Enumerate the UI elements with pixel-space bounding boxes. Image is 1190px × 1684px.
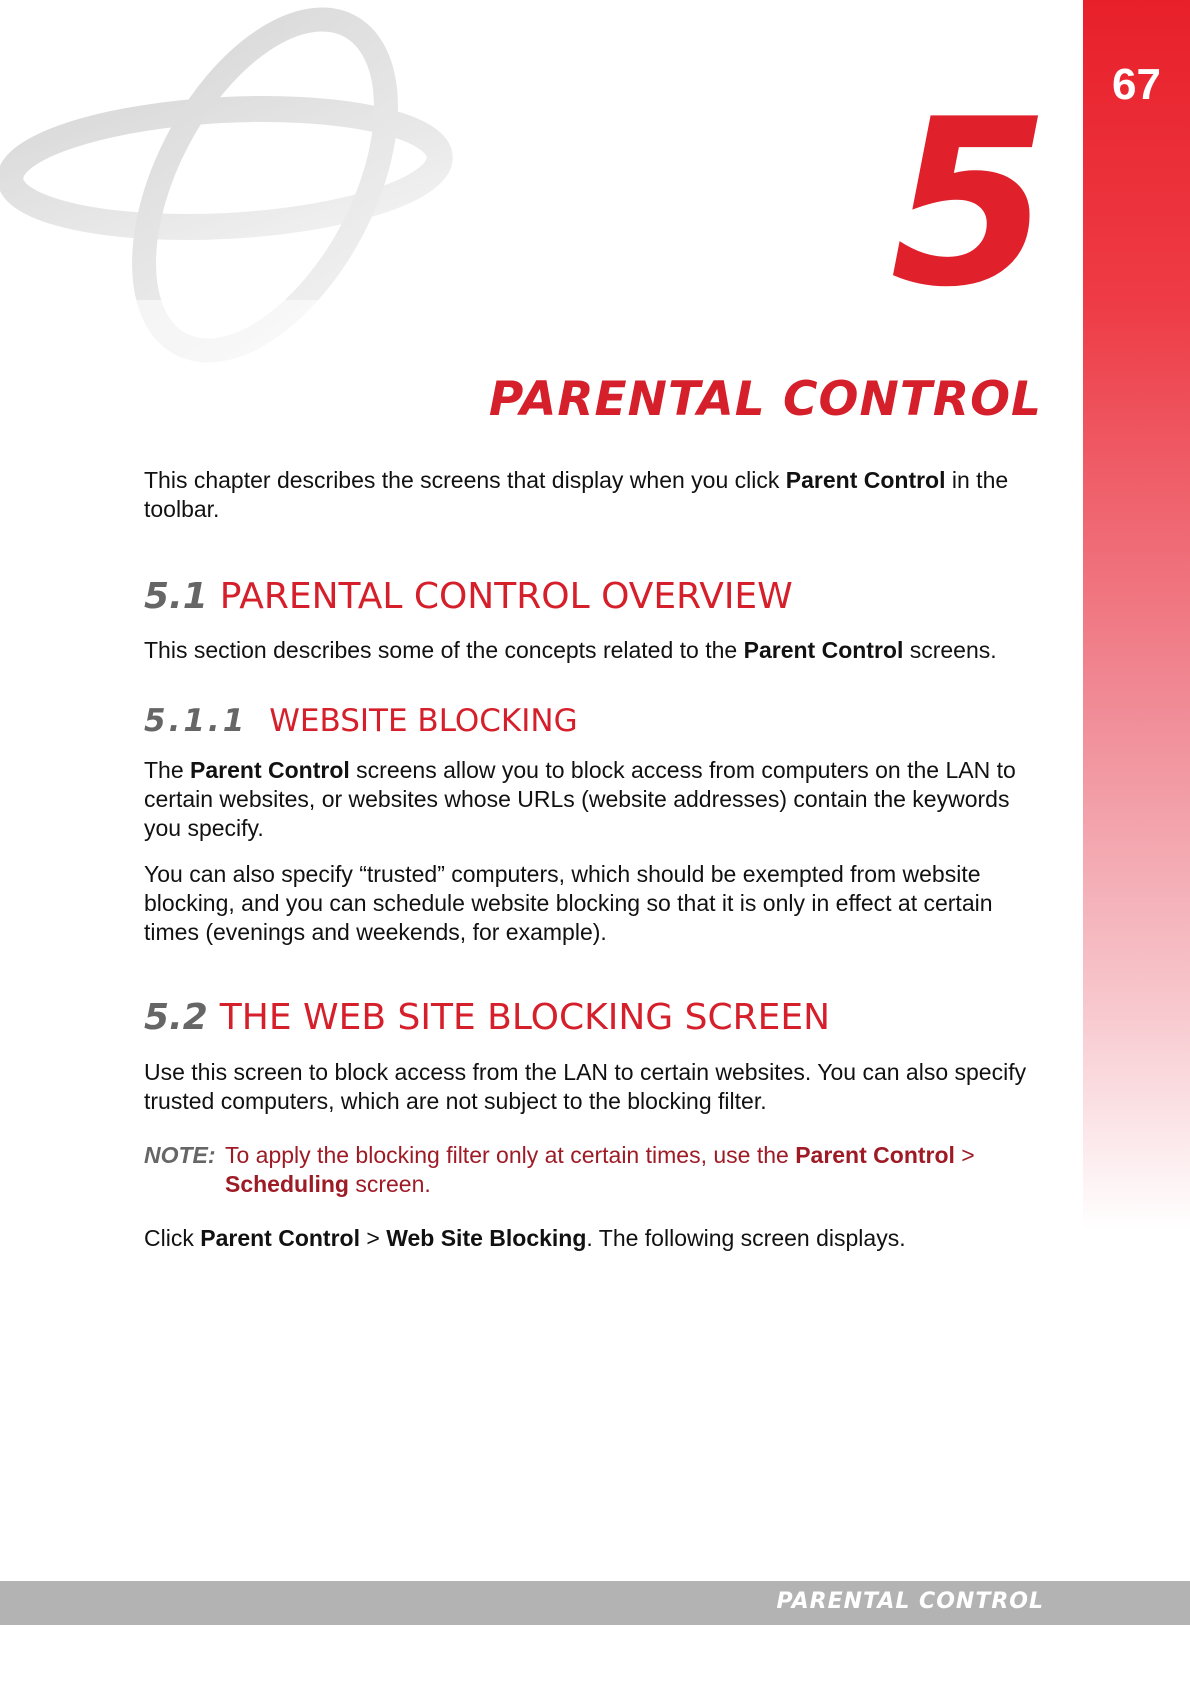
section-number: 5.1 — [144, 576, 208, 617]
website-blocking-paragraph-1: The Parent Control screens allow you to block access from computers on the LAN to certain websites, or websites whose URLs (website addresses) contain the keywords you specify. — [144, 757, 1016, 841]
footer-title: PARENTAL CONTROL — [776, 1589, 1044, 1614]
note-label: NOTE: — [144, 1142, 216, 1168]
intro-paragraph: This chapter describes the screens that display when you click Parent Control in the toolbar. — [144, 467, 1009, 522]
section-number: 5.2 — [144, 997, 208, 1038]
section-title: PARENTAL CONTROL OVERVIEW — [219, 576, 793, 617]
chapter-title: PARENTAL CONTROL — [488, 372, 1042, 427]
section-heading-5-1 — [144, 576, 793, 617]
click-instruction-paragraph: Click Parent Control > Web Site Blocking. The following screen displays. — [144, 1225, 906, 1251]
section-heading-5-2 — [144, 997, 830, 1038]
subsection-title: WEBSITE BLOCKING — [269, 703, 578, 739]
subsection-number: 5.1.1 — [144, 703, 248, 739]
website-blocking-paragraph-2: You can also specify “trusted” computers, which should be exempted from website blocking, and you can schedule website blocking so that it is only in effect at certain times (evenings and weekends, for example). — [144, 861, 993, 945]
note-block — [144, 1141, 1044, 1199]
overview-paragraph: This section describes some of the concepts related to the Parent Control screens. — [144, 637, 997, 663]
subsection-heading-5-1-1 — [144, 703, 578, 739]
orbit-logo-icon — [0, 0, 460, 380]
side-color-band — [1083, 0, 1190, 1684]
note-text: To apply the blocking filter only at certain times, use the Parent Control > Scheduling screen. — [225, 1142, 975, 1197]
section-title: THE WEB SITE BLOCKING SCREEN — [219, 997, 831, 1038]
chapter-number: 5 — [889, 71, 1050, 338]
page-number: 67 — [1112, 60, 1161, 109]
screen-intro-paragraph: Use this screen to block access from the LAN to certain websites. You can also specify trusted computers, which are not subject to the blocking filter. — [144, 1059, 1027, 1114]
